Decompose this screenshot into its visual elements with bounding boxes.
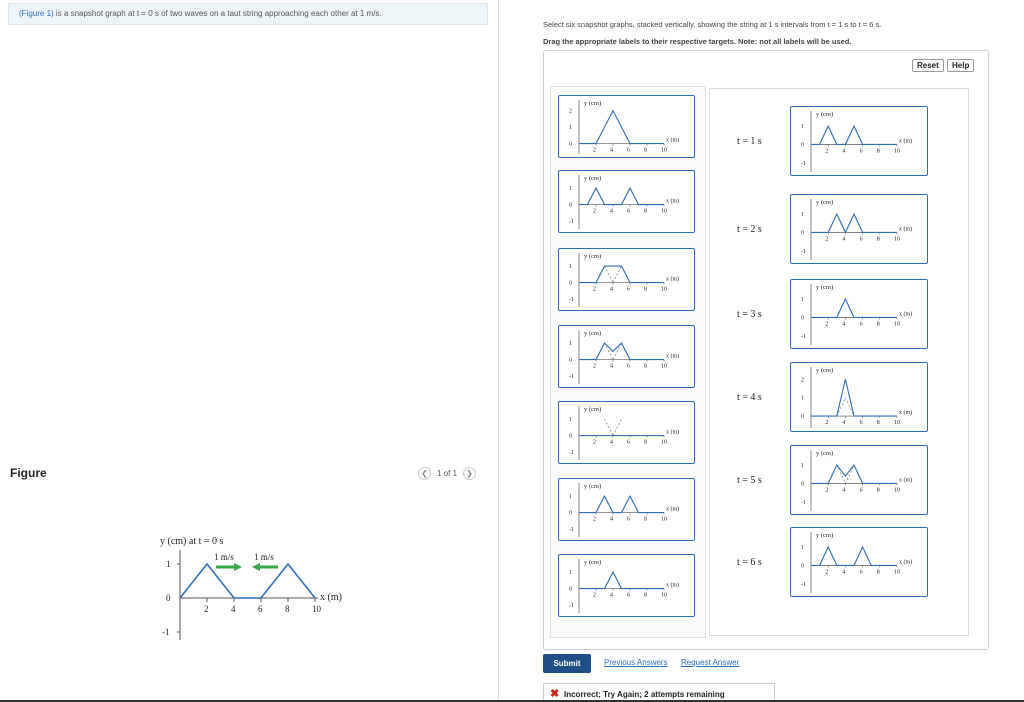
- mini-snapshot-graph: [559, 326, 694, 387]
- close-x-icon: ✖: [550, 688, 560, 700]
- graph-x-tick: 6: [627, 286, 630, 293]
- placed-graph-target[interactable]: [790, 445, 928, 515]
- graph-x-label: x (m): [899, 410, 913, 417]
- graph-x-tick: 10: [661, 516, 667, 523]
- graph-y-tick: 0: [801, 142, 804, 149]
- wave-shape: [579, 572, 664, 588]
- graph-x-label: x (m): [666, 582, 680, 589]
- wave-shape: [579, 188, 664, 204]
- feedback-text: Incorrect; Try Again; 2 attempts remaining: [564, 690, 725, 699]
- wave-shape: [579, 266, 664, 282]
- graph-x-tick: 6: [859, 420, 863, 427]
- graph-y-tick: 0: [801, 563, 804, 570]
- graph-y-label: y (cm): [816, 284, 834, 291]
- figure-x-axis-label: x (m): [320, 592, 342, 603]
- graph-x-tick: 4: [842, 487, 846, 494]
- wave-shape: [811, 379, 897, 416]
- graph-x-tick: 8: [644, 208, 647, 215]
- graph-y-label: y (cm): [584, 559, 602, 566]
- graph-y-tick: 1: [569, 264, 572, 271]
- graph-y-tick: -1: [801, 581, 806, 588]
- wave-shape: [579, 343, 664, 359]
- graph-y-label: y (cm): [584, 330, 602, 337]
- dashed-component-line: [613, 419, 622, 435]
- submit-button[interactable]: Submit: [543, 654, 591, 673]
- graph-y-tick: -1: [801, 160, 806, 167]
- right-velocity-label: 1 m/s: [254, 552, 274, 562]
- graph-x-tick: 4: [842, 569, 846, 576]
- graph-x-tick: 6: [627, 516, 630, 523]
- graph-x-tick: 6: [859, 487, 863, 494]
- pager-text: 1 of 1: [437, 469, 458, 478]
- graph-x-tick: 2: [825, 236, 829, 243]
- graph-x-tick: 2: [825, 321, 829, 328]
- graph-y-tick: 1: [801, 124, 804, 131]
- graph-x-tick: 4: [610, 286, 613, 293]
- graph-x-tick: 8: [876, 321, 880, 328]
- wave-shape: [811, 299, 897, 317]
- graph-y-label: y (cm): [816, 532, 834, 539]
- graph-x-tick: 10: [661, 363, 667, 370]
- figure-pager: [418, 467, 476, 480]
- graph-y-tick: 2: [569, 108, 572, 115]
- mini-snapshot-graph: [791, 528, 927, 596]
- placed-graph-target[interactable]: [790, 279, 928, 349]
- next-figure-button[interactable]: [463, 467, 476, 480]
- graph-y-label: y (cm): [816, 111, 834, 118]
- graph-x-label: x (m): [666, 353, 680, 360]
- figure-x-tick-label: 6: [258, 604, 263, 614]
- panel-divider: [498, 0, 499, 702]
- graph-y-label: y (cm): [584, 406, 602, 413]
- draggable-graph-option[interactable]: [558, 478, 695, 541]
- graph-y-tick: 0: [569, 586, 572, 593]
- graph-x-label: x (m): [899, 138, 913, 145]
- draggable-graph-option[interactable]: [558, 248, 695, 311]
- dashed-component-line: [605, 343, 614, 359]
- graph-y-tick: 2: [801, 377, 804, 384]
- graph-x-tick: 4: [610, 147, 613, 154]
- reset-button[interactable]: Reset: [912, 59, 944, 72]
- dashed-component-line: [845, 398, 854, 416]
- graph-y-tick: 1: [569, 341, 572, 348]
- time-label: t = 2 s: [737, 224, 762, 235]
- placed-graph-target[interactable]: [790, 527, 928, 597]
- graph-x-tick: 8: [876, 148, 880, 155]
- graph-x-label: x (m): [666, 506, 680, 513]
- graph-y-label: y (cm): [584, 100, 602, 107]
- graph-y-tick: 1: [801, 545, 804, 552]
- graph-y-tick: 1: [569, 570, 572, 577]
- figure-y-tick: -1: [162, 627, 170, 637]
- graph-y-tick: 0: [569, 141, 572, 148]
- graph-x-tick: 6: [859, 236, 863, 243]
- problem-statement: [8, 3, 488, 25]
- graph-x-tick: 4: [610, 439, 613, 446]
- mini-snapshot-graph: [559, 555, 694, 616]
- dashed-component-line: [837, 398, 846, 416]
- graph-x-tick: 10: [894, 569, 900, 576]
- graph-y-label: y (cm): [584, 483, 602, 490]
- mini-snapshot-graph: [559, 171, 694, 232]
- graph-y-tick: -1: [569, 603, 574, 610]
- mini-snapshot-graph: [791, 363, 927, 431]
- time-label: t = 4 s: [737, 392, 762, 403]
- graph-y-tick: 1: [569, 494, 572, 501]
- previous-answers-link[interactable]: Previous Answers: [604, 658, 668, 667]
- graph-x-tick: 4: [842, 420, 846, 427]
- mini-snapshot-graph: [791, 446, 927, 514]
- draggable-graph-option[interactable]: [558, 95, 695, 158]
- graph-y-tick: 1: [801, 297, 804, 304]
- wave-shape: [579, 496, 664, 512]
- mini-snapshot-graph: [559, 402, 694, 463]
- graph-x-tick: 4: [842, 321, 846, 328]
- figure-y-axis-label: y (cm) at t = 0 s: [160, 536, 224, 547]
- figure-x-tick-label: 4: [231, 604, 236, 614]
- placed-graph-target[interactable]: [790, 106, 928, 176]
- graph-x-tick: 2: [825, 487, 829, 494]
- graph-x-label: x (m): [666, 198, 680, 205]
- time-label: t = 1 s: [737, 136, 762, 147]
- graph-x-tick: 10: [661, 592, 667, 599]
- graph-y-tick: -1: [569, 450, 574, 457]
- graph-x-tick: 10: [661, 147, 667, 154]
- mini-snapshot-graph: [791, 107, 927, 175]
- graph-x-tick: 8: [644, 516, 647, 523]
- graph-x-tick: 8: [644, 592, 647, 599]
- figure-x-tick-label: 8: [285, 604, 290, 614]
- figure-y-tick: 1: [166, 559, 171, 569]
- graph-y-tick: 1: [569, 125, 572, 132]
- graph-y-tick: 1: [801, 395, 804, 402]
- graph-x-tick: 8: [876, 236, 880, 243]
- graph-x-tick: 2: [593, 516, 596, 523]
- graph-x-tick: 8: [876, 569, 880, 576]
- graph-y-tick: -1: [569, 219, 574, 226]
- graph-y-tick: 0: [569, 433, 572, 440]
- previous-figure-button[interactable]: [418, 467, 431, 480]
- graph-y-label: y (cm): [816, 199, 834, 206]
- mini-snapshot-graph: [559, 249, 694, 310]
- graph-x-tick: 6: [627, 147, 630, 154]
- graph-y-tick: 0: [569, 510, 572, 517]
- graph-x-tick: 10: [661, 208, 667, 215]
- graph-x-label: x (m): [666, 429, 680, 436]
- draggable-graph-option[interactable]: [558, 325, 695, 388]
- dashed-component-line: [613, 266, 622, 282]
- graph-y-tick: 0: [801, 230, 804, 237]
- wave-shape: [811, 547, 897, 565]
- graph-x-tick: 10: [894, 321, 900, 328]
- graph-y-tick: 0: [801, 315, 804, 322]
- instructions-line-2: Drag the appropriate labels to their respective targets. Note: not all labels will be used.: [543, 37, 852, 46]
- graph-x-tick: 6: [627, 208, 630, 215]
- graph-x-tick: 2: [593, 363, 596, 370]
- left-velocity-label: 1 m/s: [214, 552, 234, 562]
- mini-snapshot-graph: [559, 479, 694, 540]
- graph-y-tick: -1: [569, 527, 574, 534]
- graph-y-tick: -1: [801, 333, 806, 340]
- graph-y-tick: 1: [801, 463, 804, 470]
- graph-y-tick: 1: [801, 212, 804, 219]
- figure-x-tick-label: 10: [312, 604, 321, 614]
- graph-y-tick: 0: [801, 414, 804, 421]
- right-wave-pulse: [261, 564, 315, 598]
- dashed-component-line: [605, 419, 614, 435]
- left-arrow-icon: [252, 563, 278, 571]
- graph-x-tick: 6: [627, 592, 630, 599]
- chevron-right-icon: ❯: [466, 469, 473, 478]
- graph-x-tick: 8: [644, 363, 647, 370]
- graph-y-tick: -1: [801, 499, 806, 506]
- instructions: [543, 16, 881, 50]
- graph-y-tick: 1: [569, 417, 572, 424]
- graph-x-label: x (m): [666, 137, 680, 144]
- graph-y-tick: 0: [801, 481, 804, 488]
- mini-snapshot-graph: [559, 96, 694, 157]
- graph-y-label: y (cm): [584, 175, 602, 182]
- problem-text: is a snapshot graph at t = 0 s of two waves on a taut string approaching each other at 1 m/s.: [53, 9, 382, 18]
- graph-x-tick: 8: [644, 439, 647, 446]
- graph-x-tick: 10: [894, 487, 900, 494]
- graph-x-tick: 2: [825, 420, 829, 427]
- graph-x-tick: 4: [610, 592, 613, 599]
- graph-x-tick: 8: [644, 147, 647, 154]
- graph-y-label: y (cm): [816, 367, 834, 374]
- graph-x-tick: 8: [644, 286, 647, 293]
- time-label: t = 3 s: [737, 309, 762, 320]
- instructions-line-1: Select six snapshot graphs, stacked vertically, showing the string at 1 s intervals from t = 1 s to t = 6 s.: [543, 20, 882, 29]
- figure-x-tick-label: 2: [204, 604, 209, 614]
- graph-x-tick: 6: [859, 148, 863, 155]
- draggable-graph-option[interactable]: [558, 401, 695, 464]
- graph-x-tick: 10: [894, 148, 900, 155]
- dashed-component-line: [605, 266, 614, 282]
- graph-x-tick: 6: [627, 363, 630, 370]
- graph-x-tick: 2: [593, 147, 596, 154]
- placed-graph-target[interactable]: [790, 194, 928, 264]
- wave-shape: [811, 126, 897, 144]
- graph-x-tick: 4: [610, 516, 613, 523]
- figure-section-label: Figure: [10, 466, 47, 480]
- graph-x-tick: 2: [593, 208, 596, 215]
- graph-y-tick: 1: [569, 186, 572, 193]
- graph-x-tick: 2: [593, 439, 596, 446]
- graph-y-tick: 0: [569, 357, 572, 364]
- graph-y-label: y (cm): [816, 450, 834, 457]
- draggable-graph-option[interactable]: [558, 170, 695, 233]
- graph-x-tick: 4: [610, 208, 613, 215]
- time-label: t = 5 s: [737, 475, 762, 486]
- dashed-component-line: [613, 343, 622, 359]
- left-wave-pulse: [180, 564, 234, 598]
- figure-link[interactable]: (Figure 1): [19, 9, 54, 18]
- graph-y-tick: 0: [569, 280, 572, 287]
- graph-y-tick: 0: [569, 202, 572, 209]
- graph-x-tick: 4: [842, 236, 846, 243]
- graph-x-tick: 4: [610, 363, 613, 370]
- help-button[interactable]: Help: [947, 59, 974, 72]
- graph-x-tick: 10: [894, 236, 900, 243]
- figure-y-tick: 0: [166, 593, 171, 603]
- wave-shape: [811, 465, 897, 483]
- graph-x-label: x (m): [899, 477, 913, 484]
- request-answer-link[interactable]: Request Answer: [681, 658, 740, 667]
- graph-x-tick: 2: [593, 286, 596, 293]
- mini-snapshot-graph: [791, 195, 927, 263]
- graph-x-tick: 2: [825, 148, 829, 155]
- graph-x-tick: 6: [859, 569, 863, 576]
- time-label: t = 6 s: [737, 557, 762, 568]
- graph-x-tick: 10: [661, 286, 667, 293]
- graph-x-label: x (m): [899, 311, 913, 318]
- graph-x-tick: 10: [661, 439, 667, 446]
- graph-y-label: y (cm): [584, 253, 602, 260]
- figure-snapshot-graph: [150, 530, 370, 645]
- graph-x-tick: 10: [894, 420, 900, 427]
- graph-x-tick: 6: [859, 321, 863, 328]
- graph-y-tick: -1: [569, 374, 574, 381]
- graph-x-label: x (m): [899, 226, 913, 233]
- graph-y-tick: -1: [801, 248, 806, 255]
- wave-shape: [579, 111, 664, 144]
- placed-graph-target[interactable]: [790, 362, 928, 432]
- graph-x-tick: 2: [825, 569, 829, 576]
- graph-x-tick: 4: [842, 148, 846, 155]
- graph-y-tick: -1: [569, 297, 574, 304]
- wave-shape: [811, 214, 897, 232]
- graph-x-tick: 8: [876, 487, 880, 494]
- graph-x-tick: 2: [593, 592, 596, 599]
- graph-x-label: x (m): [899, 559, 913, 566]
- chevron-left-icon: ❮: [421, 469, 428, 478]
- graph-x-tick: 8: [876, 420, 880, 427]
- draggable-graph-option[interactable]: [558, 554, 695, 617]
- mini-snapshot-graph: [791, 280, 927, 348]
- graph-x-tick: 6: [627, 439, 630, 446]
- graph-x-label: x (m): [666, 276, 680, 283]
- right-arrow-icon: [216, 563, 242, 571]
